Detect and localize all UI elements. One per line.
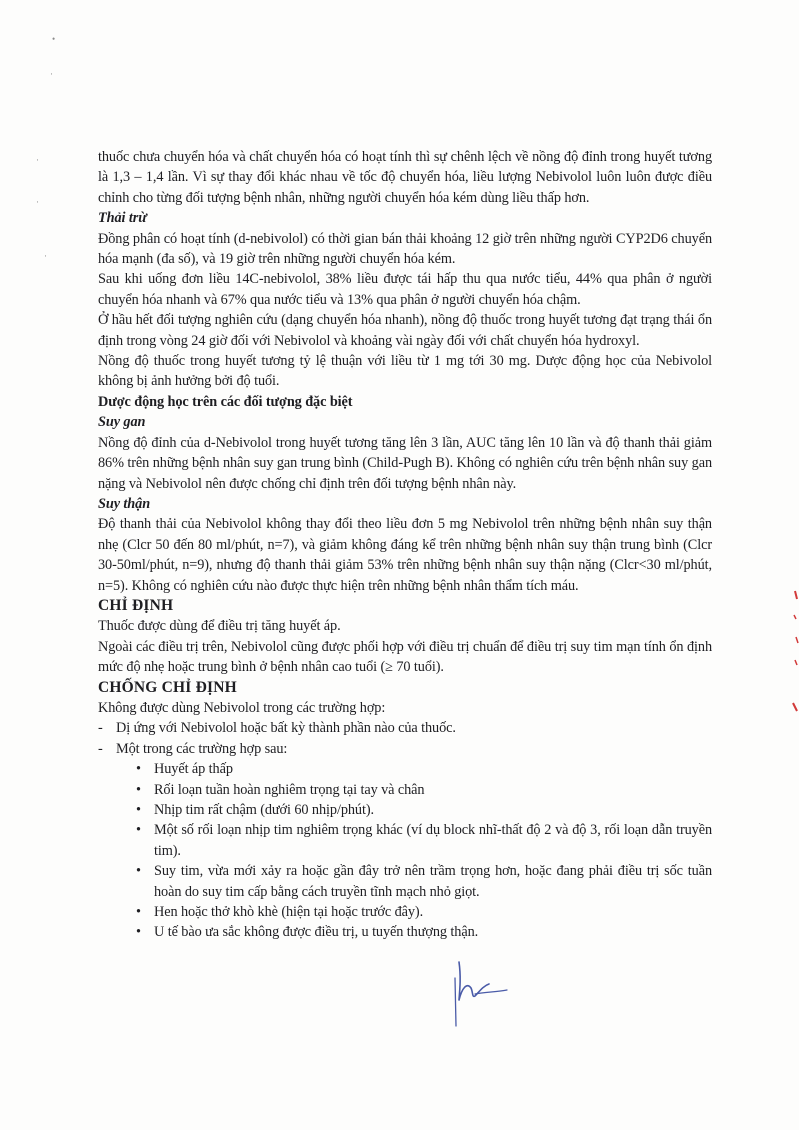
list-item: - Dị ứng với Nebivolol hoặc bất kỳ thành phần nào của thuốc. (98, 718, 712, 738)
bullet-list (116, 759, 712, 943)
scan-speck: · (50, 69, 53, 79)
subheading-kidney: Suy thận (98, 495, 151, 512)
list-item-label: Một trong các trường hợp sau: (116, 740, 288, 757)
paragraph: Thuốc được dùng để điều trị tăng huyết áp. (98, 618, 341, 635)
subheading-elimination: Thải trừ (98, 210, 147, 227)
bullet-item: • Huyết áp thấp (136, 759, 712, 779)
section-heading-indications: CHỈ ĐỊNH (98, 596, 174, 614)
handwritten-signature (445, 948, 535, 1028)
list-item (98, 739, 712, 943)
bullet-item: • Suy tim, vừa mới xảy ra hoặc gần đây trở nên trầm trọng hơn, hoặc đang phải điều trị sốc tuần hoàn do suy tim cấp bằng cách truyền tĩnh mạch nhỏ giọt. (136, 861, 712, 902)
paragraph: Đồng phân có hoạt tính (d-nebivolol) có thời gian bán thải khoảng 12 giờ trên những người CYP2D6 chuyển hóa mạnh (đa số), và 19 giờ trên những người chuyển hóa kém. (98, 230, 712, 268)
bullet-item: • Nhịp tim rất chậm (dưới 60 nhịp/phút). (136, 800, 712, 820)
section-heading-contraindications: CHỐNG CHỈ ĐỊNH (98, 678, 237, 696)
bullet-item: • U tế bào ưa sắc không được điều trị, u tuyến thượng thận. (136, 922, 712, 942)
paragraph: Nồng độ thuốc trong huyết tương tỷ lệ thuận với liều từ 1 mg tới 30 mg. Dược động học của Nebivolol không bị ảnh hưởng bởi độ tuổi. (98, 353, 712, 390)
scan-speck: • (52, 34, 56, 44)
paragraph: Không được dùng Nebivolol trong các trường hợp: (98, 699, 386, 716)
paragraph: Ở hầu hết đối tượng nghiên cứu (dạng chuyển hóa nhanh), nồng độ thuốc trong huyết tương đạt trạng thái ổn định trong vòng 24 giờ đối với Nebivolol và khoảng vài ngày đối với chất chuyển hóa hydroxyl. (98, 312, 712, 349)
paragraph: thuốc chưa chuyển hóa và chất chuyển hóa có hoạt tính thì sự chênh lệch về nồng độ đỉnh trong huyết tương là 1,3 – 1,4 lần. Vì sự thay đổi khác nhau về tốc độ chuyển hóa, liều lượng Nebivolol luôn luôn được điều chỉnh cho từng đối tượng bệnh nhân, những người chuyển hóa kém dùng liều thấp hơn. (98, 149, 712, 206)
document-body (98, 147, 712, 943)
bullet-item: • Một số rối loạn nhịp tim nghiêm trọng khác (ví dụ block nhĩ-thất độ 2 và độ 3, rối loạn dẫn truyền tim). (136, 820, 712, 861)
scan-speck: · (36, 155, 39, 165)
scan-speck: · (36, 197, 39, 207)
bullet-item: • Hen hoặc thở khò khè (hiện tại hoặc trước đây). (136, 902, 712, 922)
contraindication-list (98, 718, 712, 942)
scan-speck: · (44, 251, 47, 261)
subheading-liver: Suy gan (98, 414, 146, 431)
heading-special-populations: Dược động học trên các đối tượng đặc biệt (98, 393, 353, 410)
stamp-edge-marks (786, 585, 799, 715)
paragraph: Độ thanh thải của Nebivolol không thay đổi theo liều đơn 5 mg Nebivolol trên những bệnh nhân suy thận nhẹ (Clcr 50 đến 80 ml/phút, n=7), và giảm không đáng kể trên những bệnh nhân suy thận trung bình (Clcr 30-50ml/phút, n=9), nhưng độ thanh thải giảm 53% trên những bệnh nhân suy thận nặng (Clcr<30 ml/phút, n=5). Không có nghiên cứu nào được thực hiện trên những bệnh nhân thẩm tích máu. (98, 516, 712, 594)
paragraph: Sau khi uống đơn liều 14C-nebivolol, 38% liều được tái hấp thu qua nước tiểu, 44% qua phân ở người chuyển hóa nhanh và 67% qua nước tiểu và 13% qua phân ở người chuyển hóa chậm. (98, 271, 712, 308)
paragraph: Ngoài các điều trị trên, Nebivolol cũng được phối hợp với điều trị chuẩn để điều trị suy tim mạn tính ổn định mức độ nhẹ hoặc trung bình ở bệnh nhân cao tuổi (≥ 70 tuổi). (98, 638, 712, 676)
bullet-item: • Rối loạn tuần hoàn nghiêm trọng tại tay và chân (136, 780, 712, 800)
paragraph: Nồng độ đỉnh của d-Nebivolol trong huyết tương tăng lên 3 lần, AUC tăng lên 10 lần và độ thanh thải giảm 86% trên những bệnh nhân suy gan trung bình (Child-Pugh B). Không có nghiên cứu trên bệnh nhân suy gan nặng và Nebivolol nên được chống chỉ định trên đối tượng bệnh nhân này. (98, 434, 712, 492)
